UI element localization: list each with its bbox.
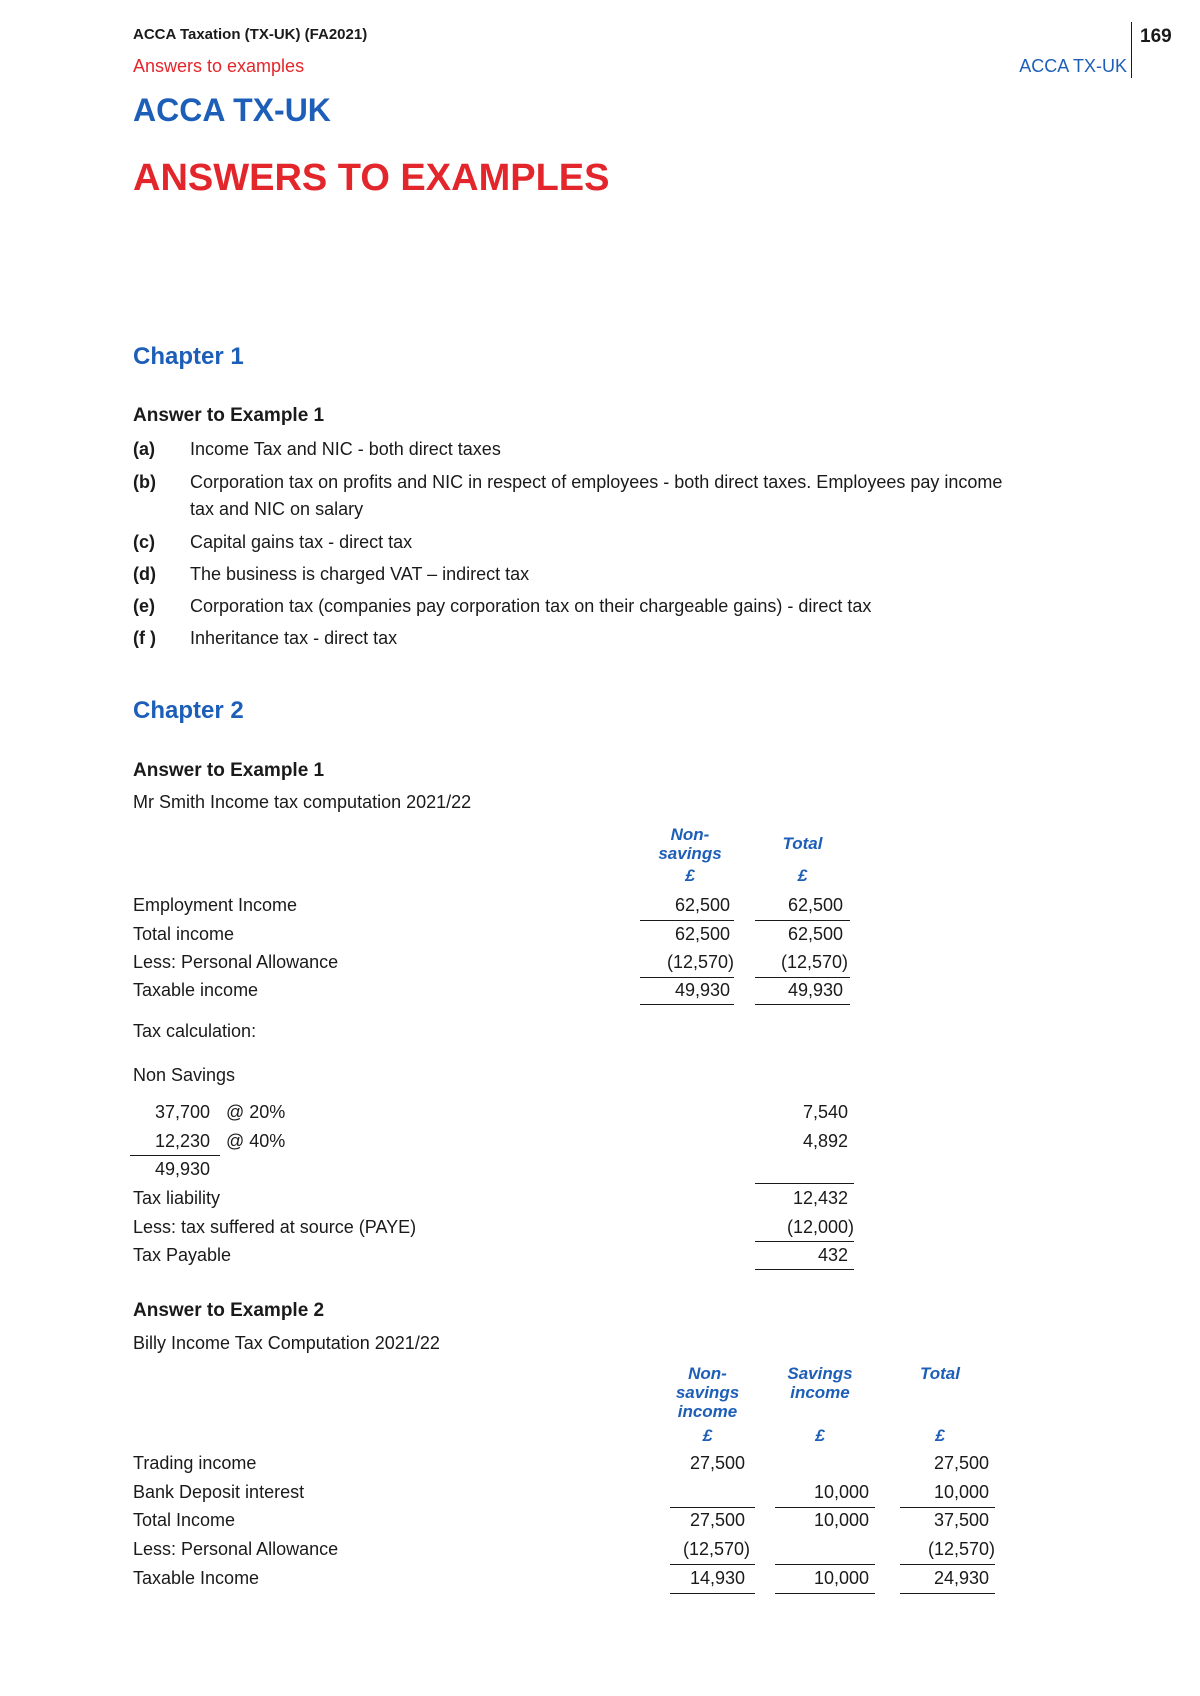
table-row-label: Trading income: [133, 1453, 257, 1473]
rule: [640, 920, 734, 921]
page-number: 169: [1140, 26, 1172, 47]
list-item-letter: (f ): [133, 628, 156, 648]
list-item-continuation: tax and NIC on salary: [190, 499, 364, 519]
table-row-label: Bank Deposit interest: [133, 1482, 305, 1502]
col-header-total: Total: [782, 834, 823, 853]
rule: [670, 1593, 755, 1594]
table-cell: 10,000: [933, 1482, 989, 1502]
tax-liability-label: Tax liability: [133, 1188, 221, 1208]
table-cell: 49,930: [787, 980, 843, 1000]
ch2-answer-2-heading: Answer to Example 2: [133, 1300, 325, 1321]
table-row-label: Taxable income: [133, 980, 259, 1000]
col-currency: £: [797, 866, 808, 885]
rule: [755, 977, 850, 978]
table-cell: 10,000: [813, 1568, 869, 1588]
list-item: Income Tax and NIC - both direct taxes: [190, 439, 501, 459]
rule: [755, 1241, 854, 1242]
band-amount: 37,700: [154, 1102, 210, 1122]
table-cell: 62,500: [787, 895, 843, 915]
table-row-label: Total income: [133, 924, 235, 944]
col-header-nonsavings: Non-: [688, 1364, 727, 1383]
table-row-label: Taxable Income: [133, 1568, 260, 1588]
ch2-answer-1-heading: Answer to Example 1: [133, 760, 325, 781]
rule: [640, 977, 734, 978]
ch2-ex1-subtitle: Mr Smith Income tax computation 2021/22: [133, 792, 472, 812]
table-cell: 27,500: [689, 1453, 745, 1473]
band-tax: 4,892: [802, 1131, 848, 1151]
rule: [130, 1155, 220, 1156]
table-cell: 37,500: [933, 1510, 989, 1530]
table-row-label: Less: Personal Allowance: [133, 952, 339, 972]
table-cell: 24,930: [933, 1568, 989, 1588]
rule: [775, 1507, 875, 1508]
table-row-label: Employment Income: [133, 895, 298, 915]
ch1-answer-1-heading: Answer to Example 1: [133, 405, 325, 426]
table-cell: 10,000: [813, 1510, 869, 1530]
table-cell: 62,500: [674, 924, 730, 944]
paye-value: (12,000): [786, 1217, 854, 1237]
list-item: Corporation tax on profits and NIC in respect of employees - both direct taxes. Employees pay income: [190, 472, 1003, 492]
col-header-nonsavings: savings: [658, 844, 722, 863]
rule: [900, 1593, 995, 1594]
table-cell: 62,500: [674, 895, 730, 915]
rule: [755, 920, 850, 921]
list-item-letter: (b): [133, 472, 156, 492]
rule: [900, 1564, 995, 1565]
list-item: The business is charged VAT – indirect tax: [190, 564, 530, 584]
list-item: Capital gains tax - direct tax: [190, 532, 413, 552]
band-amount: 12,230: [154, 1131, 210, 1151]
col-currency: £: [935, 1426, 945, 1445]
header-right-label: ACCA TX-UK: [1019, 56, 1127, 76]
table-cell: 14,930: [689, 1568, 745, 1588]
col-header-nonsavings: income: [677, 1402, 738, 1421]
list-item: Corporation tax (companies pay corporation tax on their chargeable gains) - direct tax: [190, 596, 872, 616]
rule: [670, 1507, 755, 1508]
chapter-1-heading: Chapter 1: [133, 343, 244, 370]
list-item-letter: (e): [133, 596, 155, 616]
header-divider: [1131, 22, 1132, 78]
band-tax: 7,540: [802, 1102, 848, 1122]
list-item-letter: (d): [133, 564, 156, 584]
table-cell: 49,930: [674, 980, 730, 1000]
list-item-letter: (a): [133, 439, 155, 459]
ch2-ex2-subtitle: Billy Income Tax Computation 2021/22: [133, 1333, 440, 1353]
rule: [775, 1564, 875, 1565]
table-cell: (12,570): [927, 1539, 995, 1559]
col-currency: £: [815, 1426, 825, 1445]
table-row-label: Less: Personal Allowance: [133, 1539, 339, 1559]
table-cell: 27,500: [689, 1510, 745, 1530]
col-header-nonsavings: savings: [675, 1383, 740, 1402]
rule: [670, 1564, 755, 1565]
list-item: Inheritance tax - direct tax: [190, 628, 398, 648]
list-item-letter: (c): [133, 532, 155, 552]
tax-payable-value: 432: [817, 1245, 848, 1265]
tax-calc-label: Tax calculation:: [133, 1021, 257, 1041]
col-header-nonsavings: Non-: [670, 825, 710, 844]
rule: [900, 1507, 995, 1508]
col-currency: £: [685, 866, 695, 885]
tax-payable-label: Tax Payable: [133, 1245, 232, 1265]
table-cell: (12,570): [682, 1539, 750, 1559]
rule: [755, 1269, 854, 1270]
non-savings-label: Non Savings: [133, 1065, 236, 1085]
col-header-savings: Savings: [787, 1364, 853, 1383]
document-title: ACCA TX-UK: [133, 92, 331, 128]
rule: [755, 1183, 854, 1184]
rule: [775, 1593, 875, 1594]
band-rate: @ 20%: [226, 1102, 286, 1122]
col-header-total: Total: [920, 1364, 960, 1383]
paye-label: Less: tax suffered at source (PAYE): [133, 1217, 417, 1237]
table-cell: 27,500: [933, 1453, 989, 1473]
section-label: Answers to examples: [133, 56, 305, 76]
book-title: ACCA Taxation (TX-UK) (FA2021): [133, 26, 368, 43]
table-cell: 62,500: [787, 924, 843, 944]
band-rate: @ 40%: [226, 1131, 286, 1151]
tax-liability-value: 12,432: [792, 1188, 848, 1208]
band-total: 49,930: [154, 1159, 210, 1179]
rule: [755, 1004, 850, 1005]
col-currency: £: [702, 1426, 713, 1445]
rule: [640, 1004, 734, 1005]
table-cell: (12,570): [666, 952, 734, 972]
table-row-label: Total Income: [133, 1510, 236, 1530]
table-cell: 10,000: [813, 1482, 869, 1502]
page-title: ANSWERS TO EXAMPLES: [133, 157, 610, 199]
table-cell: (12,570): [780, 952, 848, 972]
col-header-savings: income: [790, 1383, 850, 1402]
chapter-2-heading: Chapter 2: [133, 697, 244, 724]
